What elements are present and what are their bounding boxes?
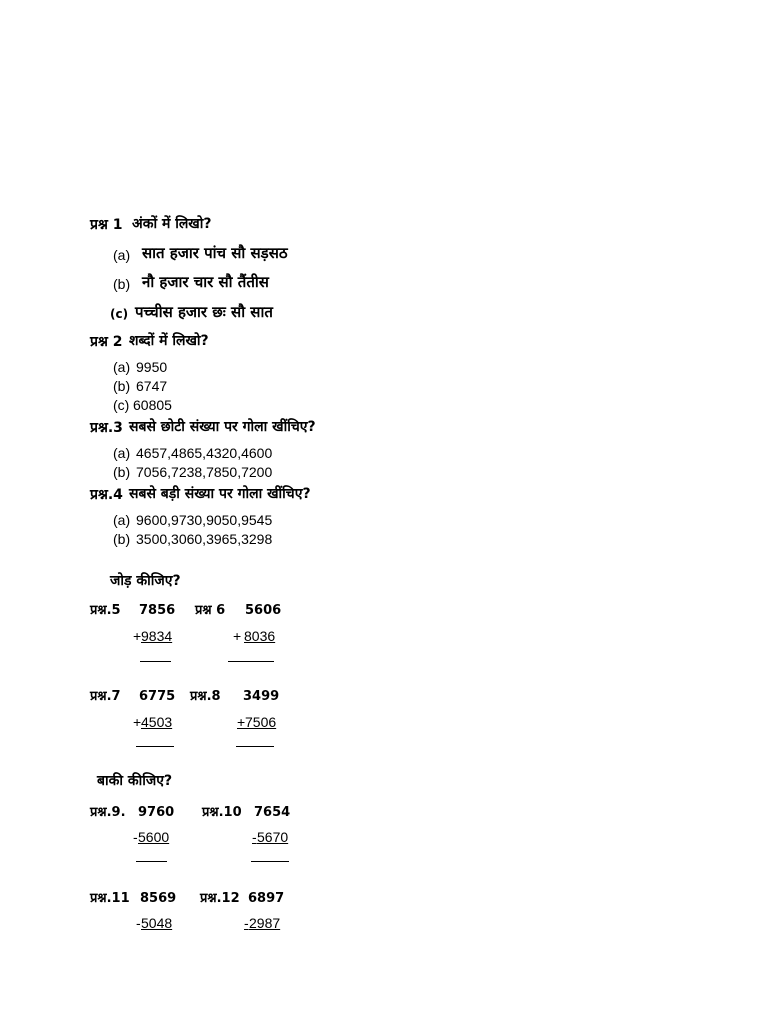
q11-bottom: 5048 [141, 915, 173, 931]
q4-option-a-text: 9600,9730,9050,9545 [136, 512, 273, 528]
q1-label: प्रश्न 1 [90, 217, 123, 233]
q7-top: 6775 [139, 689, 176, 704]
q4-option-a-tag: (a) [113, 512, 131, 528]
q3-option-b-tag: (b) [113, 464, 131, 480]
q12-top: 6897 [248, 891, 285, 906]
q4-label: प्रश्न.4 [90, 487, 123, 503]
q4-option-b-text: 3500,3060,3965,3298 [136, 531, 273, 547]
q8-bottom: 7506 [245, 714, 277, 730]
q3-option-a-text: 4657,4865,4320,4600 [136, 445, 273, 461]
q12-operator: - [244, 915, 249, 931]
q5-operator: + [133, 628, 142, 644]
q9-operator: - [133, 829, 138, 845]
q8-label: प्रश्न.8 [190, 689, 221, 704]
q4-option-b-tag: (b) [113, 531, 131, 547]
subtraction-heading: बाकी कीजिए? [97, 773, 173, 789]
q2-option-a-tag: (a) [113, 359, 131, 375]
q11-operator: - [136, 915, 141, 931]
q5-bottom: 9834 [141, 628, 173, 644]
q8-operator: + [237, 714, 246, 730]
q3-option-b-text: 7056,7238,7850,7200 [136, 464, 273, 480]
q6-label: प्रश्न 6 [195, 603, 226, 618]
q9-top: 9760 [138, 805, 175, 820]
q6-operator: + [233, 628, 242, 644]
q7-operator: + [133, 714, 142, 730]
q10-top: 7654 [254, 805, 291, 820]
q3-label: प्रश्न.3 [90, 420, 123, 436]
q10-operator: - [252, 829, 257, 845]
q2-option-b-text: 6747 [136, 378, 168, 394]
q10-label: प्रश्न.10 [202, 805, 242, 820]
q7-bottom: 4503 [141, 714, 173, 730]
q6-answer-line [228, 661, 274, 662]
q2-label: प्रश्न 2 [90, 334, 123, 350]
q5-label: प्रश्न.5 [90, 603, 121, 618]
q2-option-c-text: 60805 [133, 397, 172, 413]
q1-text: अंकों में लिखो? [132, 216, 212, 232]
q10-answer-line [251, 861, 289, 862]
q8-answer-line [236, 746, 274, 747]
q4-text: सबसे बड़ी संख्या पर गोला खींचिए? [129, 486, 311, 502]
q2-option-c-tag: (c) [113, 397, 130, 413]
q1-option-b-text: नौ हजार चार सौ तैंतीस [142, 273, 269, 291]
q9-answer-line [136, 861, 167, 862]
q1-option-c-tag: (c) [110, 307, 129, 321]
q6-top: 5606 [245, 603, 282, 618]
q1-option-b-tag: (b) [113, 276, 131, 292]
q9-bottom: 5600 [138, 829, 170, 845]
q6-bottom: 8036 [244, 628, 276, 644]
q11-top: 8569 [140, 891, 177, 906]
q12-bottom: 2987 [249, 915, 281, 931]
q3-option-a-tag: (a) [113, 445, 131, 461]
q1-option-a-tag: (a) [113, 247, 131, 263]
addition-heading: जोड़ कीजिए? [110, 573, 181, 589]
q1-option-c-text: पच्चीस हजार छः सौ सात [135, 303, 273, 321]
q5-answer-line [140, 661, 171, 662]
q2-text: शब्दों में लिखो? [129, 333, 209, 349]
q9-label: प्रश्न.9. [90, 805, 126, 820]
q7-label: प्रश्न.7 [90, 689, 121, 704]
q3-text: सबसे छोटी संख्या पर गोला खींचिए? [129, 419, 316, 435]
q2-option-b-tag: (b) [113, 378, 131, 394]
q8-top: 3499 [243, 689, 280, 704]
q12-label: प्रश्न.12 [200, 891, 240, 906]
q10-bottom: 5670 [257, 829, 289, 845]
q5-top: 7856 [139, 603, 176, 618]
q7-answer-line [136, 746, 174, 747]
q2-option-a-text: 9950 [136, 359, 168, 375]
q1-option-a-text: सात हजार पांच सौ सड़सठ [142, 244, 288, 262]
q11-label: प्रश्न.11 [90, 891, 130, 906]
